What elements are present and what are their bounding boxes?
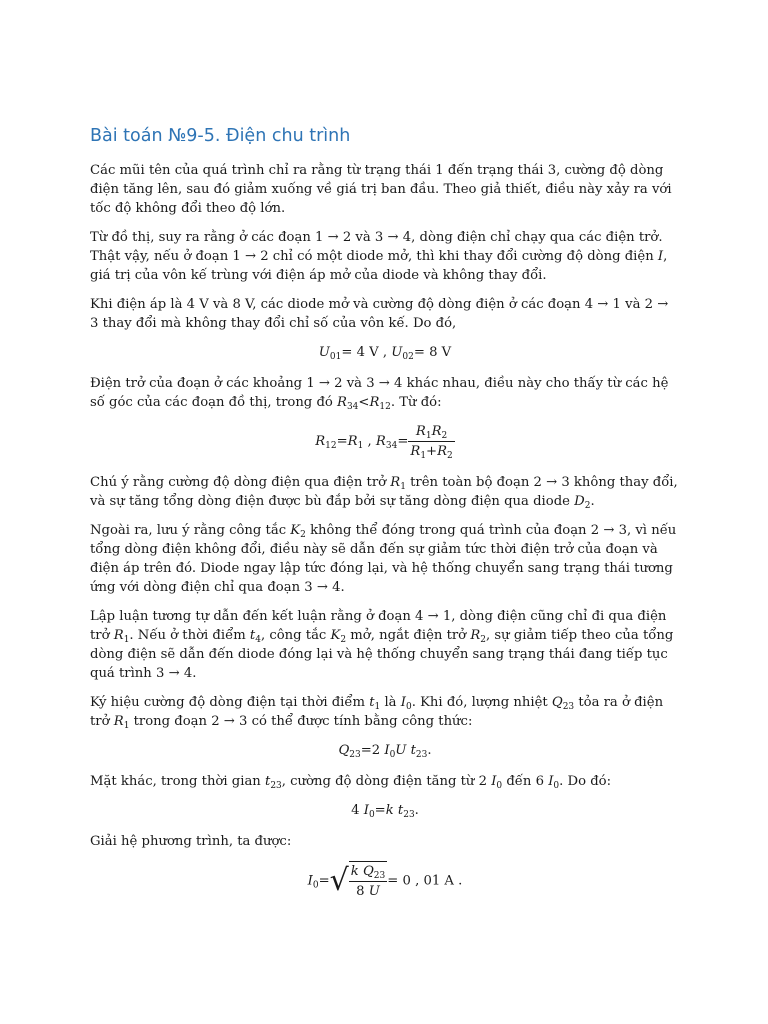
equation-rate: 4 $I_0=k$ $t_{23}$. <box>351 803 419 820</box>
equation-open-voltages: $U_{01}= 4$ V , $U_{02}= 8$ V <box>318 345 452 362</box>
problem-title: Bài toán №9-5. Điện chu trình <box>90 126 351 146</box>
paragraph-2: Từ đồ thị, suy ra rằng ở các đoạn 1 → 2 và 3 → 4, dòng điện chỉ chạy qua các điện trở. Thật vậy, nếu ở đoạn 1 → 2 chỉ có một diode mở, thì khi thay đổi cường độ dòng điện I, giá trị của vôn kế trùng với điện áp mở của diode và không thay đổi. <box>90 230 668 283</box>
paragraph-10: Giải hệ phương trình, ta được: <box>90 834 292 849</box>
paragraph-6: Ngoài ra, lưu ý rằng công tắc $K_2$ không thể đóng trong quá trình của đoạn 2 → 3, vì nếu tổng dòng điện không đổi, điều này sẽ dẫn đến sự giảm tức thời điện trở của đoạn và điện áp trên đó. Diode ngay lập tức đóng lại, và hệ thống chuyển sang trạng thái tương ứng với dòng điện chỉ qua đoạn 3 → 4. <box>90 523 677 595</box>
paragraph-9: Mặt khác, trong thời gian $t_{23}$, cường độ dòng điện tăng từ 2 $I_0$ đến 6 $I_0$. Do đó: <box>90 774 612 791</box>
paragraph-8: Ký hiệu cường độ dòng điện tại thời điểm $t_1$ là $I_0$. Khi đó, lượng nhiệt $Q_{23}$ tỏa ra ở điện trở $R_1$ trong đoạn 2 → 3 có thể được tính bằng công thức: <box>90 695 664 731</box>
equation-resistances: $R_{12}=R_1$ , $R_{34}=$ $\frac{R_1R_2}{R_1+R_2}$ <box>315 424 453 461</box>
equation-heat: $Q_{23}=2$ $I_0U$ $t_{23}$. <box>338 743 432 760</box>
paragraph-7: Lập luận tương tự dẫn đến kết luận rằng ở đoạn 4 → 1, dòng điện cũng chỉ đi qua điện trở $R_1$. Nếu ở thời điểm $t_4$, công tắc $K_2$ mở, ngắt điện trở $R_2$, sự giảm tiếp theo của tổng dòng điện sẽ dẫn đến diode đóng lại và hệ thống chuyển sang trạng thái đang tiếp tục quá trình 3 → 4. <box>90 609 674 681</box>
paragraph-4: Điện trở của đoạn ở các khoảng 1 → 2 và 3 → 4 khác nhau, điều này cho thấy từ các hệ số góc của các đoạn đồ thị, trong đó $R_{34}<R_{12}$. Từ đó: <box>90 376 669 412</box>
square-root: √ $\frac{k Q_{23}}{8 U}$ <box>329 863 386 899</box>
fraction: $\frac{R_1R_2}{R_1+R_2}$ <box>410 424 453 461</box>
solution-page <box>90 124 680 913</box>
paragraph-3: Khi điện áp là 4 V và 8 V, các diode mở và cường độ dòng điện ở các đoạn 4 → 1 và 2 → 3 thay đổi mà không thay đổi chỉ số của vôn kế. Do đó, <box>90 297 669 331</box>
paragraph-1: Các mũi tên của quá trình chỉ ra rằng từ trạng thái 1 đến trạng thái 3, cường độ dòng điện tăng lên, sau đó giảm xuống về giá trị ban đầu. Theo giả thiết, điều này xảy ra với tốc độ không đổi theo độ lớn. <box>90 163 672 216</box>
equation-result: $I_0=√$ $\frac{k Q_{23}}{8 U}$ = 0 , 01 A . <box>307 863 463 899</box>
paragraph-5: Chú ý rằng cường độ dòng điện qua điện trở $R_1$ trên toàn bộ đoạn 2 → 3 không thay đổi, và sự tăng tổng dòng điện được bù đắp bởi sự tăng dòng điện qua diode $D_2$. <box>90 475 678 511</box>
